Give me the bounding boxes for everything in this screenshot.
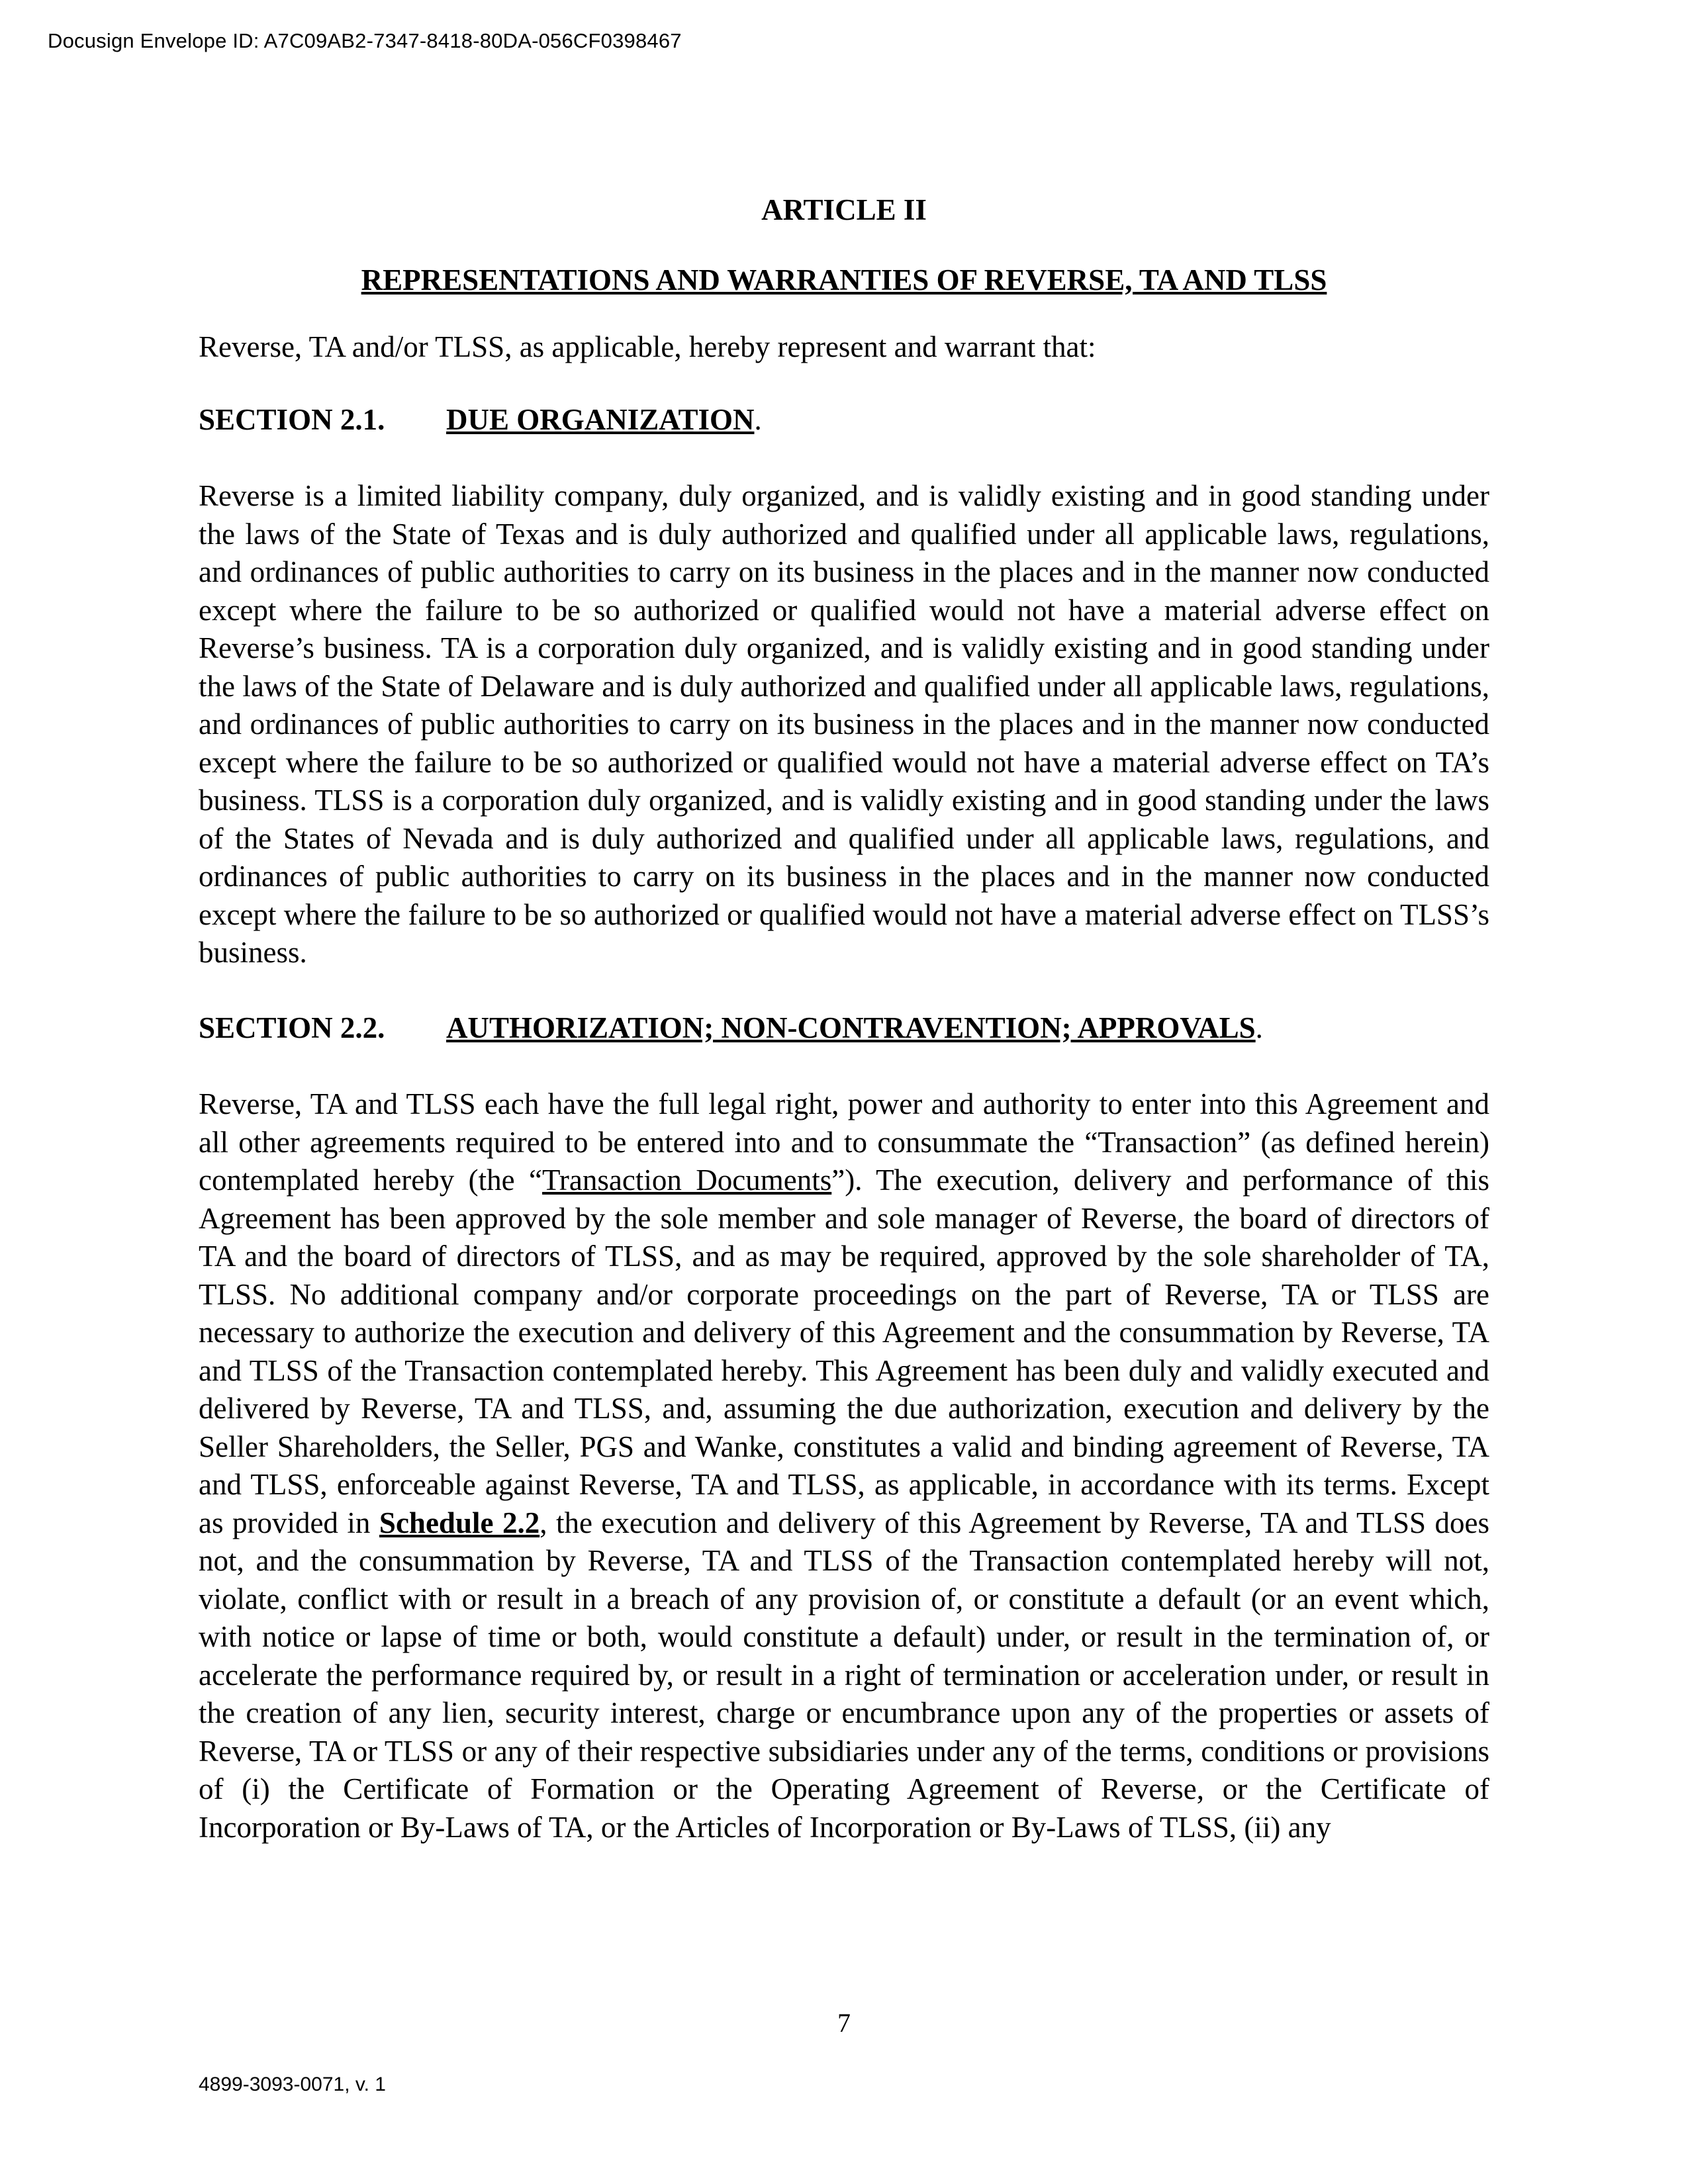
intro-paragraph: Reverse, TA and/or TLSS, as applicable, hereby represent and warrant that:: [199, 330, 1096, 363]
section-number: SECTION 2.1.: [199, 402, 385, 436]
section-2-2-body: [199, 1085, 1489, 1846]
article-subtitle: REPRESENTATIONS AND WARRANTIES OF REVERSE, TA AND TLSS: [361, 263, 1327, 296]
envelope-id: Docusign Envelope ID: A7C09AB2-7347-8418-80DA-056CF0398467: [48, 29, 682, 52]
article-title: ARTICLE II: [761, 193, 927, 226]
section-2-2-heading: [199, 1009, 1489, 1048]
section-title: AUTHORIZATION; NON-CONTRAVENTION; APPROVALS: [446, 1011, 1256, 1044]
document-id: 4899-3093-0071, v. 1: [199, 2073, 386, 2095]
body-text-part: Reverse, TA and TLSS each have the full legal right, power and authority to enter into this Agreement and all other agreements required to be entered into and to consummate the “Transaction” (as defined herein) contemplated hereby (the “: [199, 1087, 1489, 1197]
body-text-part: ”). The execution, delivery and performance of this Agreement has been approved by the sole member and sole manager of Reverse, the board of directors of TA and the board of directors of TLSS, and as may be required, approved by the sole shareholder of TA, TLSS. No additional company and/or corporate proceedings on the part of Reverse, TA or TLSS are necessary to authorize the execution and delivery of this Agreement and the consummation by Reverse, TA and TLSS of the Transaction contemplated hereby. This Agreement has been duly and validly executed and delivered by Reverse, TA and TLSS, and, assuming the due authorization, execution and delivery by the Seller Shareholders, the Seller, PGS and Wanke, constitutes a valid and binding agreement of Reverse, TA and TLSS, enforceable against Reverse, TA and TLSS, as applicable, in accordance with its terms. Except as provided in: [199, 1163, 1489, 1539]
section-title: DUE ORGANIZATION: [446, 402, 755, 436]
section-number: SECTION 2.2.: [199, 1011, 385, 1044]
page-number: 7: [837, 2008, 851, 2038]
schedule-reference: Schedule 2.2: [379, 1506, 540, 1539]
body-text-part: , the execution and delivery of this Agreement by Reverse, TA and TLSS does not, and the consummation by Reverse, TA and TLSS of the Transaction contemplated hereby will not, violate, conflict with or result in a breach of any provision of, or constitute a default (or an event which, with notice or lapse of time or both, would constitute a default) under, or result in the termination of, or accelerate the performance required by, or result in a right of termination or acceleration under, or result in the creation of any lien, security interest, charge or encumbrance upon any of the properties or assets of Reverse, TA or TLSS or any of their respective subsidiaries under any of the terms, conditions or provisions of (i) the Certificate of Formation or the Operating Agreement of Reverse, or the Certificate of Incorporation or By-Laws of TA, or the Articles of Incorporation or By-Laws of TLSS, (ii) any: [199, 1506, 1490, 1844]
defined-term: Transaction Documents: [542, 1163, 832, 1197]
section-title-suffix: .: [1255, 1011, 1263, 1044]
section-title-suffix: .: [754, 402, 762, 436]
document-body: [199, 192, 1489, 1846]
section-2-1-heading: [199, 401, 1489, 439]
section-2-1-body: Reverse is a limited liability company, duly organized, and is validly existing and in good standing under the laws of the State of Texas and is duly authorized and qualified under all applicable laws, regulations, and ordinances of public authorities to carry on its business in the places and in the manner now conducted except where the failure to be so authorized or qualified would not have a material adverse effect on Reverse’s business. TA is a corporation duly organized, and is validly existing and in good standing under the laws of the State of Delaware and is duly authorized and qualified under all applicable laws, regulations, and ordinances of public authorities to carry on its business in the places and in the manner now conducted except where the failure to be so authorized or qualified would not have a material adverse effect on TA’s business. TLSS is a corporation duly organized, and is validly existing and in good standing under the laws of the States of Nevada and is duly authorized and qualified under all applicable laws, regulations, and ordinances of public authorities to carry on its business in the places and in the manner now conducted except where the failure to be so authorized or qualified would not have a material adverse effect on TLSS’s business.: [199, 479, 1489, 969]
